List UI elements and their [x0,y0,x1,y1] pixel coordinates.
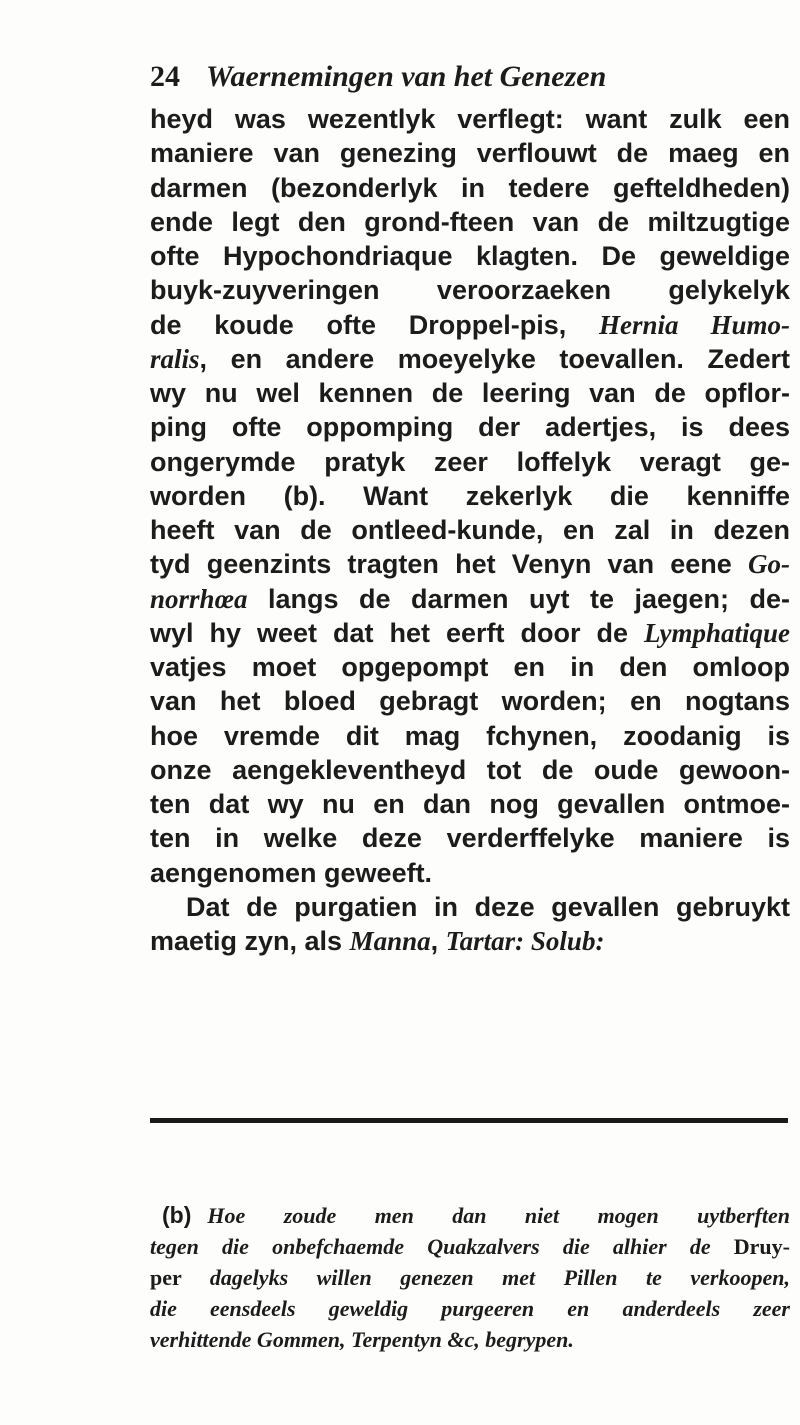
body-line: onze aengekleventheyd tot de oude gewoon- [150,754,790,785]
body-line: hoe vremde dit mag fchynen, zoodanig is [150,720,790,751]
footnote-text: tegen die onbefchaemde Quakzalvers die alhier de [150,1234,711,1259]
footnote-line [150,1231,790,1262]
latin-term: Go- [748,549,790,580]
page-header [150,60,606,104]
body-line [150,582,790,616]
footnote-line: die eensdeels geweldig purgeeren en anderdeels zeer [150,1296,790,1321]
body-line-text: , [430,926,446,956]
body-line-text: langs de darmen uyt te jaegen; de- [247,583,790,614]
latin-term: ralis [150,343,200,374]
body-line: ten dat wy nu en dan nog gevallen ontmoe- [150,789,790,819]
body-line: ongerymde pratyk zeer loffelyk veragt ge- [150,446,790,477]
body-line: wy nu wel kennen de leering van de opflor- [150,378,790,408]
body-line: buyk-zuyveringen veroorzaeken gelykelyk [150,275,790,306]
footnote-marker: (b) [162,1202,192,1228]
footnote-line: verhittende Gommen, Terpentyn &c, begrypen. [150,1327,574,1352]
footnote [150,1200,790,1355]
running-head: Waernemingen van het Genezen [206,60,607,93]
body-text [150,102,790,958]
body-line-text: , en andere moeyelyke toevallen. Zedert [199,343,790,374]
body-line-text: maetig zyn, als [150,926,350,956]
body-line: heyd was wezentlyk verflegt: want zulk een [150,104,790,134]
page-number: 24 [150,60,180,93]
footnote-text: per [150,1265,210,1290]
footnote-text: dagelyks willen genezen met Pillen te verkoopen, [209,1265,790,1290]
body-line-text: de koude ofte Droppel-pis, [150,309,599,340]
body-line: ende legt den grond-fteen van de miltzugtige [150,206,790,237]
footnote-text: Hoe zoude men dan niet mogen uytberften [207,1203,790,1228]
body-line: ping ofte oppomping der adertjes, is dees [150,412,790,443]
body-line [150,308,790,342]
latin-term: Manna [349,926,431,956]
body-line: aengenomen geweeft. [150,857,433,888]
body-line [150,547,790,581]
latin-term: norrhœa [150,583,248,614]
body-line [150,342,790,376]
body-line: van het bloed gebragt worden; en nogtans [150,686,790,717]
body-line: ten in welke deze verderffelyke maniere is [150,823,790,854]
body-line: heeft van de ontleed-kunde, en zal in dezen [150,515,790,545]
body-line: darmen (bezonderlyk in tedere gefteldheden) [150,172,790,203]
latin-term: Tartar: Solub: [445,926,605,956]
body-line: ofte Hypochondriaque klagten. De geweldige [150,241,790,271]
footnote-line [150,1200,790,1231]
body-line: Dat de purgatien in deze gevallen gebruykt [186,891,790,922]
footnote-rule [150,1118,788,1123]
latin-term: Lymphatique [644,617,790,648]
body-line: maniere van genezing verflouwt de maeg en [150,138,790,169]
footnote-text: Druy- [710,1234,790,1259]
body-line-text: wyl hy weet dat het eerft door de [150,617,644,648]
body-line-text: tyd geenzints tragten het Venyn van eene [150,549,748,580]
body-line: vatjes moet opgepompt en in den omloop [150,652,790,682]
body-line [150,616,790,650]
body-line: worden (b). Want zekerlyk die kenniffe [150,480,790,511]
latin-term: Hernia Humo- [598,309,790,340]
footnote-line [150,1262,790,1293]
body-line [150,924,790,958]
